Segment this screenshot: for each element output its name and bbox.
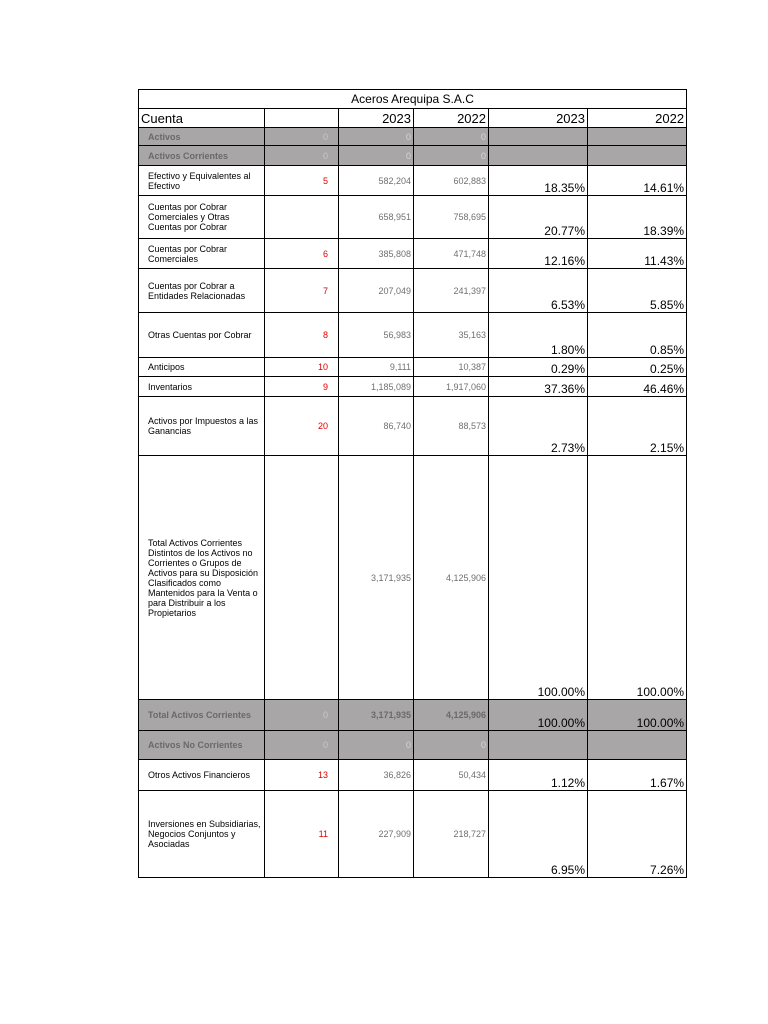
value-2022-cell: 1,917,060 [414, 377, 489, 397]
pct-2022-cell: 0.25% [588, 358, 687, 377]
table-row [139, 791, 687, 878]
value-2023-cell: 227,909 [339, 791, 414, 878]
table-row [139, 760, 687, 791]
value-2022-cell: 35,163 [414, 313, 489, 358]
title-row [139, 90, 687, 109]
nota-cell: 20 [265, 397, 339, 456]
pct-2022-cell: 5.85% [588, 269, 687, 313]
table-row [139, 239, 687, 269]
table-row [139, 313, 687, 358]
nota-cell: 10 [265, 358, 339, 377]
pct-2022-cell [588, 146, 687, 166]
cuenta-cell: Anticipos [139, 358, 265, 377]
pct-2023-cell: 18.35% [489, 166, 588, 196]
pct-2023-cell: 1.80% [489, 313, 588, 358]
balance-sheet-table [138, 89, 687, 878]
value-2023-cell: 3,171,935 [339, 700, 414, 731]
pct-2022-cell: 100.00% [588, 700, 687, 731]
section-row [139, 146, 687, 166]
pct-2022-cell: 2.15% [588, 397, 687, 456]
table-row [139, 377, 687, 397]
value-2022-cell: 758,695 [414, 196, 489, 239]
value-2023-cell: 3,171,935 [339, 456, 414, 700]
pct-2022-cell: 1.67% [588, 760, 687, 791]
table-row [139, 166, 687, 196]
nota-cell: 0 [265, 700, 339, 731]
pct-2022-cell: 14.61% [588, 166, 687, 196]
section-row [139, 128, 687, 146]
cuenta-cell: Inventarios [139, 377, 265, 397]
table-row [139, 456, 687, 700]
cuenta-cell: Total Activos Corrientes [139, 700, 265, 731]
cuenta-cell: Activos por Impuestos a las Ganancias [139, 397, 265, 456]
value-2023-cell: 36,826 [339, 760, 414, 791]
header-year-b: 2022 [414, 109, 489, 128]
nota-cell [265, 196, 339, 239]
table-row [139, 397, 687, 456]
table-row [139, 358, 687, 377]
pct-2023-cell: 2.73% [489, 397, 588, 456]
value-2022-cell: 471,748 [414, 239, 489, 269]
nota-cell: 8 [265, 313, 339, 358]
header-pct-year-a: 2023 [489, 109, 588, 128]
value-2023-cell: 9,111 [339, 358, 414, 377]
table-row [139, 269, 687, 313]
value-2022-cell: 4,125,906 [414, 456, 489, 700]
value-2023-cell: 0 [339, 128, 414, 146]
value-2023-cell: 385,808 [339, 239, 414, 269]
value-2022-cell: 0 [414, 128, 489, 146]
cuenta-cell: Otras Cuentas por Cobrar [139, 313, 265, 358]
cuenta-cell: Activos [139, 128, 265, 146]
value-2023-cell: 658,951 [339, 196, 414, 239]
cuenta-cell: Total Activos Corrientes Distintos de los Activos no Corrientes o Grupos de Activos para su Disposición Clasificados como Mantenidos para la Venta o para Distribuir a los Propietarios [139, 456, 265, 700]
nota-cell: 13 [265, 760, 339, 791]
nota-cell: 11 [265, 791, 339, 878]
value-2022-cell: 10,387 [414, 358, 489, 377]
cuenta-cell: Otros Activos Financieros [139, 760, 265, 791]
value-2023-cell: 1,185,089 [339, 377, 414, 397]
nota-cell [265, 456, 339, 700]
pct-2023-cell [489, 731, 588, 760]
pct-2022-cell: 7.26% [588, 791, 687, 878]
value-2022-cell: 50,434 [414, 760, 489, 791]
value-2023-cell: 582,204 [339, 166, 414, 196]
pct-2022-cell: 11.43% [588, 239, 687, 269]
nota-cell: 5 [265, 166, 339, 196]
pct-2022-cell: 46.46% [588, 377, 687, 397]
pct-2023-cell: 37.36% [489, 377, 588, 397]
pct-2023-cell [489, 146, 588, 166]
header-cuenta: Cuenta [139, 109, 265, 128]
nota-cell: 9 [265, 377, 339, 397]
pct-2023-cell: 6.53% [489, 269, 588, 313]
value-2022-cell: 241,397 [414, 269, 489, 313]
header-nota [265, 109, 339, 128]
section-row [139, 731, 687, 760]
header-row [139, 109, 687, 128]
value-2022-cell: 0 [414, 146, 489, 166]
cuenta-cell: Inversiones en Subsidiarias, Negocios Conjuntos y Asociadas [139, 791, 265, 878]
value-2023-cell: 0 [339, 146, 414, 166]
value-2022-cell: 4,125,906 [414, 700, 489, 731]
nota-cell: 0 [265, 128, 339, 146]
cuenta-cell: Efectivo y Equivalentes al Efectivo [139, 166, 265, 196]
pct-2023-cell: 6.95% [489, 791, 588, 878]
cuenta-cell: Cuentas por Cobrar a Entidades Relacionadas [139, 269, 265, 313]
header-pct-year-b: 2022 [588, 109, 687, 128]
cuenta-cell: Activos No Corrientes [139, 731, 265, 760]
pct-2023-cell: 1.12% [489, 760, 588, 791]
table-row [139, 196, 687, 239]
value-2023-cell: 0 [339, 731, 414, 760]
value-2022-cell: 218,727 [414, 791, 489, 878]
pct-2023-cell: 12.16% [489, 239, 588, 269]
total-row [139, 700, 687, 731]
cuenta-cell: Cuentas por Cobrar Comerciales [139, 239, 265, 269]
value-2023-cell: 207,049 [339, 269, 414, 313]
pct-2022-cell [588, 731, 687, 760]
pct-2023-cell [489, 128, 588, 146]
nota-cell: 0 [265, 146, 339, 166]
pct-2023-cell: 100.00% [489, 456, 588, 700]
header-year-a: 2023 [339, 109, 414, 128]
nota-cell: 7 [265, 269, 339, 313]
value-2022-cell: 88,573 [414, 397, 489, 456]
company-title: Aceros Arequipa S.A.C [139, 90, 687, 109]
value-2022-cell: 0 [414, 731, 489, 760]
cuenta-cell: Cuentas por Cobrar Comerciales y Otras Cuentas por Cobrar [139, 196, 265, 239]
pct-2023-cell: 20.77% [489, 196, 588, 239]
pct-2022-cell: 100.00% [588, 456, 687, 700]
pct-2023-cell: 100.00% [489, 700, 588, 731]
value-2022-cell: 602,883 [414, 166, 489, 196]
pct-2023-cell: 0.29% [489, 358, 588, 377]
value-2023-cell: 56,983 [339, 313, 414, 358]
value-2023-cell: 86,740 [339, 397, 414, 456]
nota-cell: 6 [265, 239, 339, 269]
pct-2022-cell: 18.39% [588, 196, 687, 239]
cuenta-cell: Activos Corrientes [139, 146, 265, 166]
nota-cell: 0 [265, 731, 339, 760]
pct-2022-cell [588, 128, 687, 146]
pct-2022-cell: 0.85% [588, 313, 687, 358]
